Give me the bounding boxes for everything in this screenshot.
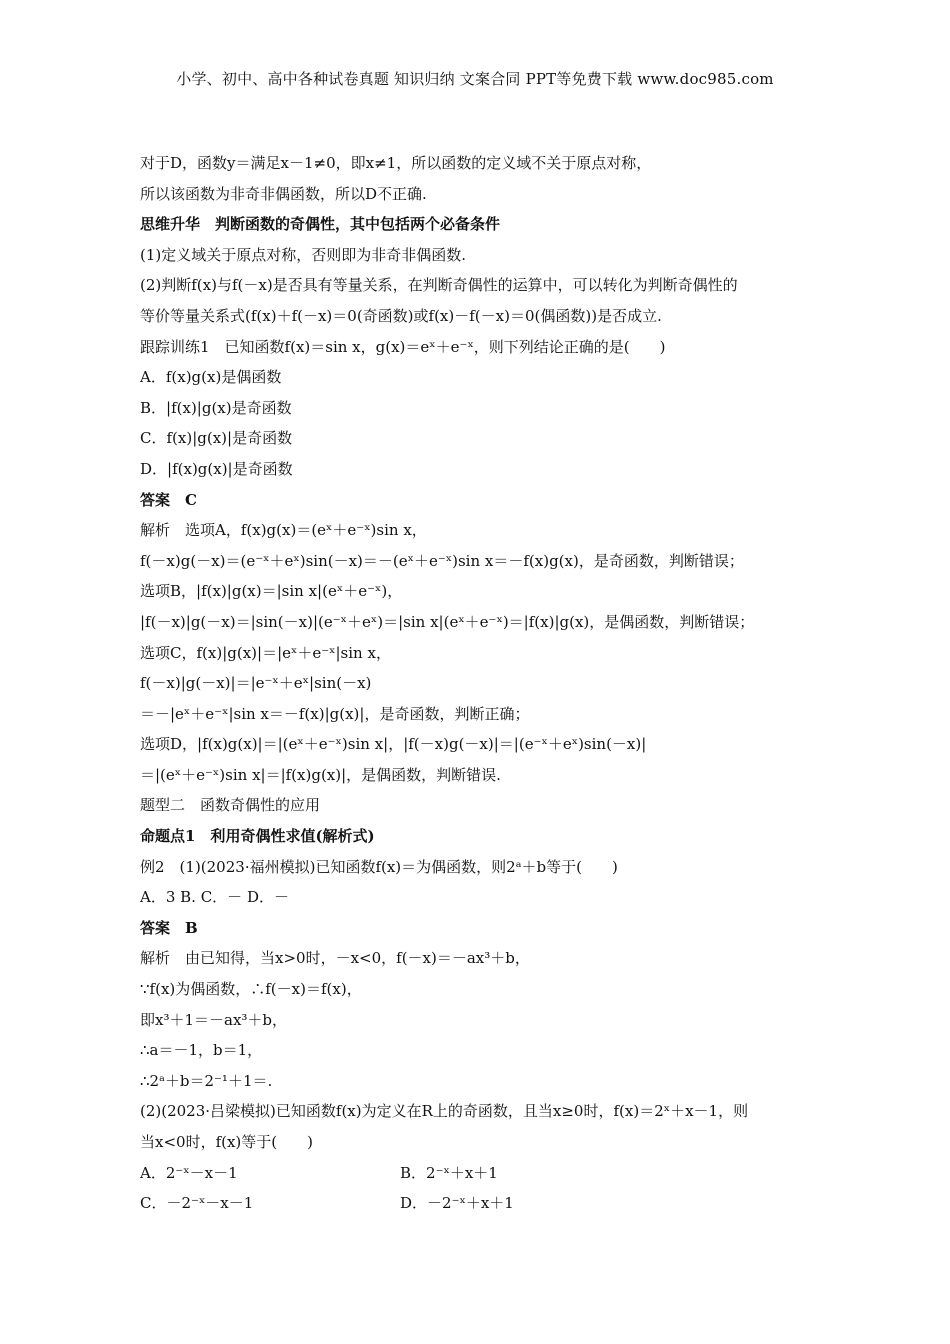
text-line: 选项C，f(x)|g(x)|＝|eˣ＋e⁻ˣ|sin x， bbox=[140, 643, 391, 662]
text-line: ∵f(x)为偶函数，∴f(－x)＝f(x)， bbox=[140, 980, 362, 999]
options-line: A．3 B. C．－ D．－ bbox=[140, 888, 289, 907]
text-line: 对于D，函数y＝满足x－1≠0，即x≠1，所以函数的定义域不关于原点对称， bbox=[140, 154, 652, 172]
option-a: A．2⁻ˣ－x－1 bbox=[140, 1163, 238, 1182]
text-line: 选项D，|f(x)g(x)|＝|(eˣ＋e⁻ˣ)sin x|，|f(－x)g(－x)|＝|(e⁻ˣ＋eˣ)sin(－x)| bbox=[140, 735, 647, 754]
text-line: (1)定义域关于原点对称，否则即为非奇非偶函数. bbox=[140, 245, 467, 264]
option-a: A．f(x)g(x)是偶函数 bbox=[140, 368, 282, 387]
analysis-line: 解析 由已知得，当x>0时，－x<0，f(－x)＝－ax³＋b， bbox=[140, 949, 530, 968]
option-c: C．f(x)|g(x)|是奇函数 bbox=[140, 429, 293, 448]
text-line: 当x<0时，f(x)等于( ) bbox=[140, 1133, 313, 1151]
text-line: 选项B，|f(x)|g(x)＝|sin x|(eˣ＋e⁻ˣ)， bbox=[140, 582, 403, 601]
example-question: 例2 (1)(2023·福州模拟)已知函数f(x)＝为偶函数，则2ᵃ＋b等于( ) bbox=[140, 857, 618, 876]
option-d: D．|f(x)g(x)|是奇函数 bbox=[140, 459, 293, 478]
option-c: C．－2⁻ˣ－x－1 bbox=[140, 1194, 254, 1213]
section-heading: 题型二 函数奇偶性的应用 bbox=[140, 796, 321, 815]
option-d: D．－2⁻ˣ＋x＋1 bbox=[400, 1194, 514, 1213]
answer-line: 答案 B bbox=[140, 918, 198, 937]
text-line: |f(－x)|g(－x)＝|sin(－x)|(e⁻ˣ＋eˣ)＝|sin x|(eˣ＋e⁻ˣ)＝|f(x)|g(x)，是偶函数，判断错误； bbox=[140, 612, 755, 631]
text-line: ＝－|eˣ＋e⁻ˣ|sin x＝－f(x)|g(x)|，是奇函数，判断正确； bbox=[140, 704, 530, 723]
document-body bbox=[140, 148, 812, 1219]
subsection-heading: 命题点1 利用奇偶性求值(解析式) bbox=[140, 827, 375, 846]
answer-line: 答案 C bbox=[140, 490, 197, 509]
text-line: ∴2ᵃ＋b＝2⁻¹＋1＝. bbox=[140, 1071, 273, 1090]
text-line: 所以该函数为非奇非偶函数，所以D不正确. bbox=[140, 184, 427, 203]
text-line: 等价等量关系式(f(x)＋f(－x)＝0(奇函数)或f(x)－f(－x)＝0(偶函数))是否成立. bbox=[140, 306, 662, 325]
example-question: (2)(2023·吕梁模拟)已知函数f(x)为定义在R上的奇函数，且当x≥0时，f(x)＝2ˣ＋x－1，则 bbox=[140, 1102, 749, 1121]
text-line: ∴a＝－1，b＝1， bbox=[140, 1041, 263, 1060]
page-header: 小学、初中、高中各种试卷真题 知识归纳 文案合同 PPT等免费下载 www.doc985.com bbox=[176, 70, 774, 88]
option-b: B．|f(x)|g(x)是奇函数 bbox=[140, 398, 292, 417]
text-line: ＝|(eˣ＋e⁻ˣ)sin x|＝|f(x)g(x)|，是偶函数，判断错误. bbox=[140, 765, 501, 784]
section-heading: 思维升华 判断函数的奇偶性，其中包括两个必备条件 bbox=[140, 215, 501, 234]
exercise-question: 跟踪训练1 已知函数f(x)＝sin x，g(x)＝eˣ＋e⁻ˣ，则下列结论正确的是( ) bbox=[140, 337, 666, 356]
options-row bbox=[140, 1188, 812, 1219]
text-line: (2)判断f(x)与f(－x)是否具有等量关系，在判断奇偶性的运算中，可以转化为判断奇偶性的 bbox=[140, 276, 738, 295]
option-b: B．2⁻ˣ＋x＋1 bbox=[400, 1163, 498, 1182]
analysis-line: 解析 选项A，f(x)g(x)＝(eˣ＋e⁻ˣ)sin x， bbox=[140, 521, 427, 540]
options-row bbox=[140, 1158, 812, 1189]
text-line: 即x³＋1＝－ax³＋b， bbox=[140, 1010, 288, 1029]
text-line: f(－x)g(－x)＝(e⁻ˣ＋eˣ)sin(－x)＝－(eˣ＋e⁻ˣ)sin x＝－f(x)g(x)，是奇函数，判断错误； bbox=[140, 551, 744, 570]
text-line: f(－x)|g(－x)|＝|e⁻ˣ＋eˣ|sin(－x) bbox=[140, 674, 372, 693]
